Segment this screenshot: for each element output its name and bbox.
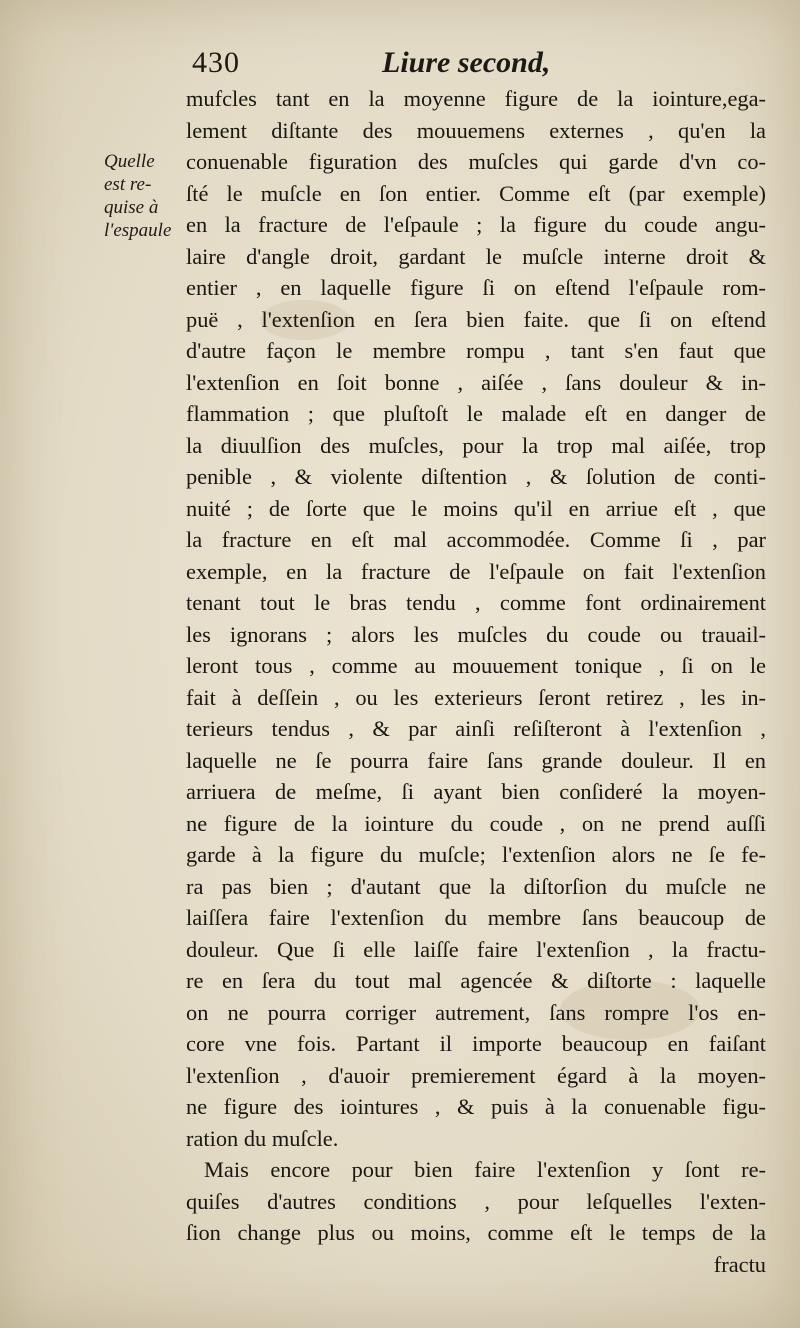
text-line: garde à la figure du muſcle; l'extenſion alors ne ſe fe- bbox=[186, 842, 766, 867]
text-line: ration du muſcle. bbox=[186, 1125, 339, 1151]
marginal-note bbox=[104, 150, 188, 242]
text-line: puë , l'extenſion en ſera bien faite. que ſi on eſtend bbox=[186, 306, 766, 332]
text-line: leront tous , comme au mouuement tonique , ſi on le bbox=[186, 653, 766, 678]
text-line: exemple, en la fracture de l'eſpaule on fait l'extenſion bbox=[186, 558, 766, 584]
text-line: conuenable figuration des muſcles qui garde d'vn co- bbox=[186, 149, 766, 174]
text-line: ſté le muſcle en ſon entier. Comme eſt (par exemple) bbox=[186, 180, 766, 206]
text-line: penible , & violente diſtention , & ſolution de conti- bbox=[186, 464, 766, 489]
marginal-note-line: est re- bbox=[104, 174, 152, 195]
text-line: laire d'angle droit, gardant le muſcle interne droit & bbox=[186, 243, 766, 269]
text-line: core vne fois. Partant il importe beaucoup en faiſant bbox=[186, 1031, 766, 1056]
text-line: ra pas bien ; d'autant que la diſtorſion du muſcle ne bbox=[186, 873, 766, 899]
page-header bbox=[192, 46, 572, 86]
text-line: flammation ; que pluſtoſt le malade eſt en danger de bbox=[186, 401, 766, 426]
text-line: ſion change plus ou moins, comme eſt le temps de la bbox=[186, 1220, 766, 1245]
text-line: l'extenſion , d'auoir premierement égard à la moyen- bbox=[186, 1062, 766, 1088]
marginal-note-line: quise à bbox=[104, 197, 159, 218]
text-line: mufcles tant en la moyenne figure de la iointure,ega- bbox=[186, 86, 766, 111]
text-line: lement diſtante des mouuemens externes , qu'en la bbox=[186, 117, 766, 143]
text-line: laiſſera faire l'extenſion du membre ſans beaucoup de bbox=[186, 905, 766, 930]
page-number: 430 bbox=[192, 46, 240, 79]
text-line: les ignorans ; alors les muſcles du coude ou trauail- bbox=[186, 621, 766, 647]
text-line: re en ſera du tout mal agencée & diſtorte : laquelle bbox=[186, 968, 766, 993]
text-line: quiſes d'autres conditions , pour leſquelles l'exten- bbox=[186, 1188, 766, 1214]
text-line: ne figure de la iointure du coude , on ne prend auſſi bbox=[186, 810, 766, 836]
text-line: douleur. Que ſi elle laiſſe faire l'extenſion , la fractu- bbox=[186, 936, 766, 962]
text-line: arriuera de meſme, ſi ayant bien conſideré la moyen- bbox=[186, 779, 766, 804]
marginal-note-line: l'espaule bbox=[104, 220, 172, 241]
text-line: on ne pourra corriger autrement, ſans rompre l'os en- bbox=[186, 999, 766, 1025]
text-line: l'extenſion en ſoit bonne , aiſée , ſans douleur & in- bbox=[186, 369, 766, 395]
text-line: en la fracture de l'eſpaule ; la figure du coude angu- bbox=[186, 212, 766, 237]
marginal-note-line: Quelle bbox=[104, 151, 155, 172]
catchword: fractu bbox=[713, 1251, 766, 1277]
text-line: tenant tout le bras tendu , comme font ordinairement bbox=[186, 590, 766, 615]
text-line: nuité ; de ſorte que le moins qu'il en arriue eſt , que bbox=[186, 495, 766, 521]
text-line: d'autre façon le membre rompu , tant s'en faut que bbox=[186, 338, 766, 363]
text-line: ne figure des iointures , & puis à la conuenable figu- bbox=[186, 1094, 766, 1119]
text-line: laquelle ne ſe pourra faire ſans grande douleur. Il en bbox=[186, 747, 766, 773]
text-line: Mais encore pour bien faire l'extenſion y ſont re- bbox=[204, 1157, 766, 1182]
text-line: entier , en laquelle figure ſi on eſtend l'eſpaule rom- bbox=[186, 275, 766, 300]
text-line: la fracture en eſt mal accommodée. Comme ſi , par bbox=[186, 527, 766, 552]
text-line: terieurs tendus , & par ainſi reſiſteront à l'extenſion , bbox=[186, 716, 766, 741]
text-line: la diuulſion des muſcles, pour la trop mal aiſée, trop bbox=[186, 432, 766, 458]
text-line: fait à deſſein , ou les exterieurs ſeront retirez , les in- bbox=[186, 684, 766, 710]
running-title: Liure second, bbox=[382, 46, 551, 79]
body-text bbox=[186, 83, 766, 1280]
